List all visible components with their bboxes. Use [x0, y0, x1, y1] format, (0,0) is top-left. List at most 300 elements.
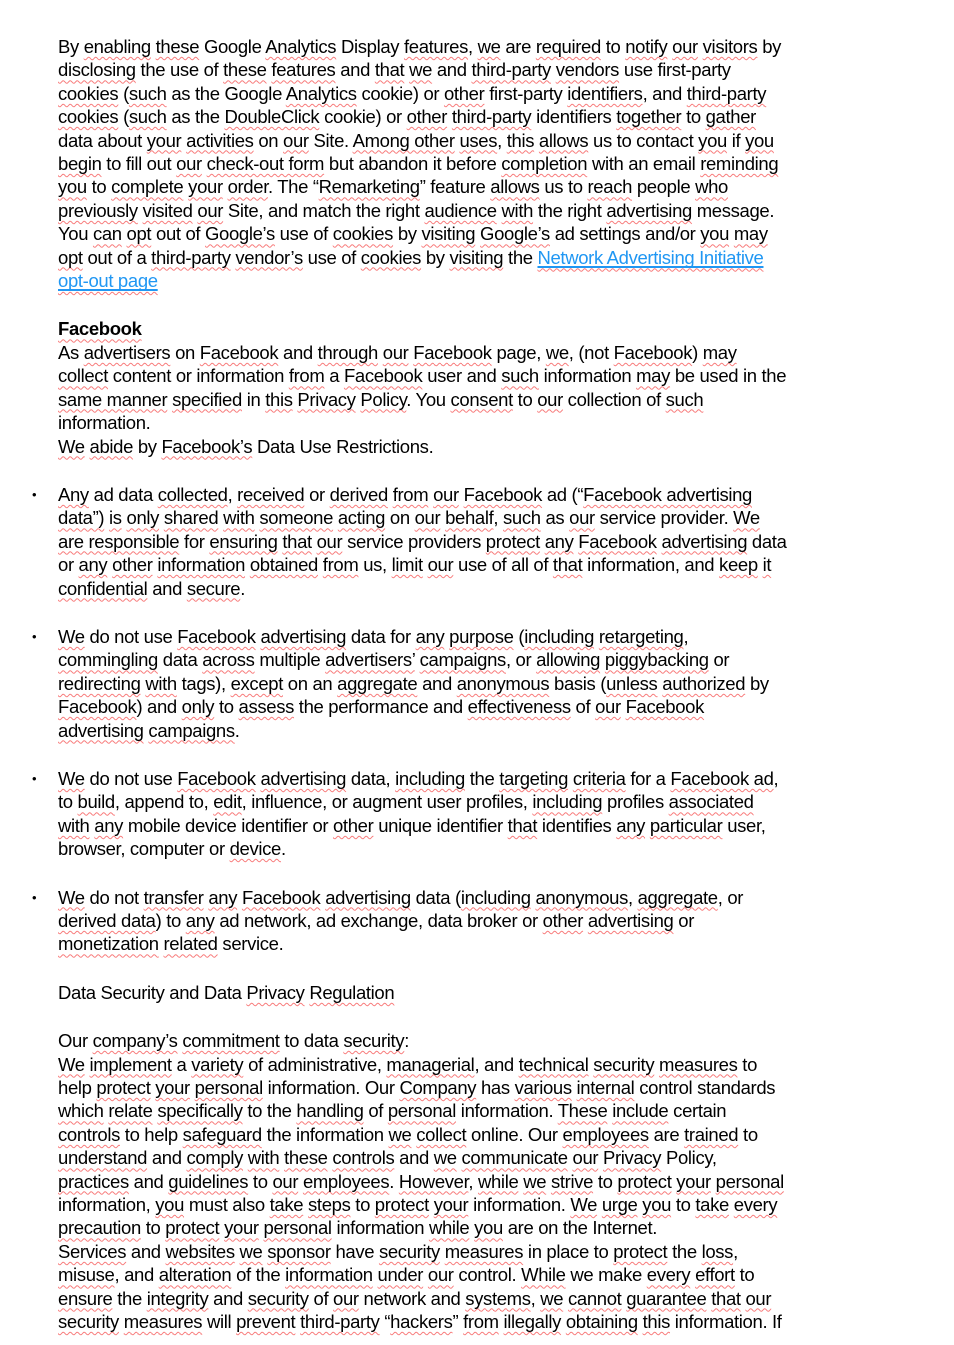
spellcheck-word: that — [711, 1287, 741, 1309]
spellcheck-word: employees — [562, 1123, 649, 1145]
spellcheck-word: that — [507, 814, 538, 836]
spellcheck-word: commitment — [182, 1030, 280, 1052]
spellcheck-word: While — [521, 1264, 566, 1286]
spellcheck-word: reach — [587, 176, 633, 198]
spellcheck-word: Among other — [352, 129, 455, 151]
spellcheck-word: you — [698, 129, 727, 151]
spellcheck-word: particular — [649, 814, 723, 836]
spellcheck-word: any — [94, 814, 124, 836]
spellcheck-word: that — [374, 59, 405, 81]
spellcheck-word: Facebook — [613, 341, 693, 363]
spellcheck-word: collect — [58, 365, 108, 387]
spellcheck-word: controls — [332, 1147, 395, 1169]
spellcheck-word: integrity — [146, 1287, 209, 1309]
spellcheck-word: Facebook — [463, 483, 543, 505]
spellcheck-word: advertising — [587, 910, 674, 931]
spellcheck-word: specifically — [157, 1100, 243, 1122]
spellcheck-word: Privacy — [297, 388, 356, 410]
spellcheck-word: Regulation — [309, 981, 395, 1003]
bullet-icon: • — [32, 486, 37, 502]
spellcheck-word: unless — [606, 672, 658, 694]
spellcheck-word: cookies — [58, 106, 119, 128]
spellcheck-word: advertising — [260, 767, 347, 789]
spellcheck-word: we — [433, 1147, 457, 1169]
spellcheck-word: allows — [490, 176, 540, 198]
spellcheck-word: Google’s — [205, 223, 275, 245]
bullet-text: We do not use Facebook advertising data, including the targeting criteria for a Facebook ad, to build, append to, edit, influence, or augment user profiles, including profiles associated with any mobile device identifier or other unique identifier that identifies any particular user, browser, computer or device. — [58, 767, 779, 860]
spellcheck-word: trained — [684, 1123, 739, 1145]
spellcheck-word: our — [745, 1287, 772, 1309]
spellcheck-word: controls — [58, 1123, 120, 1145]
spellcheck-word: Facebook — [177, 767, 256, 789]
spellcheck-word: implement — [89, 1053, 172, 1075]
spellcheck-word: opt — [58, 246, 83, 268]
spellcheck-word: you — [642, 1194, 672, 1216]
spellcheck-word: protect — [374, 1194, 429, 1216]
spellcheck-word: hackers — [390, 1311, 453, 1333]
spellcheck-word: same manner — [58, 388, 168, 410]
paragraph: Our company’s commitment to data security: We implement a variety of administrative, managerial, and technical security measures to help protect your personal information. Our Company has various internal control standards which relate specifically to the handling of personal information. These include certain controls to help safeguard the information we collect online. Our employees are trained to understand and comply with these controls and we communicate our Privacy Policy, practices and guidelines to our employees. However, while we strive to protect your personal information, you must also take steps to protect your information. We urge you to take every precaution to protect your personal information while you are on the Internet. Services and websites we sponsor have security measures in place to protect the loss, misuse, and alteration of the information under our control. While we make every effort to ensure the integrity and security of our network and systems, we cannot guarantee that our security measures will prevent third-party “hackers” from illegally obtaining this information. If — [58, 1030, 784, 1333]
spellcheck-word: edit — [213, 791, 242, 813]
spellcheck-word: cookies — [58, 82, 119, 104]
spellcheck-word: derived data — [58, 910, 156, 931]
spellcheck-word: order — [227, 176, 268, 198]
spellcheck-word: third-party — [451, 106, 532, 128]
spellcheck-word: company’s — [92, 1030, 178, 1052]
spellcheck-word: Facebook — [58, 318, 142, 340]
spellcheck-word: loss — [701, 1240, 734, 1262]
spellcheck-word: employees — [302, 1170, 390, 1192]
spellcheck-word: Facebook’s — [161, 435, 253, 457]
spellcheck-word: your — [155, 1077, 190, 1099]
spellcheck-word: Network Advertising Initiative — [537, 246, 764, 268]
spellcheck-word: our — [382, 341, 409, 363]
paragraph: By enabling these Google Analytics Display features, we are required to notify our visitors by disclosing the use of these features and that we and third-party vendors use first-party cookies (such as the Google Analytics cookie) or other first-party identifiers, and third-party cookies (such as the DoubleClick cookie) or other third-party identifiers together to gather data about your activities on our Site. Among other uses, this allows us to contact you if you begin to fill out our check-out form but abandon it before completion with an email reminding you to complete your order. The “Remarketing” feature allows us to reach people who previously visited our Site, and match the right audience with the right advertising message. You can opt out of Google’s use of cookies by visiting Google’s ad settings and/or you may opt out of a third-party vendor’s use of cookies by visiting the Network Advertising Initiative opt-out page — [58, 36, 782, 292]
spellcheck-word: advertising — [606, 199, 692, 221]
spellcheck-word: limit — [391, 554, 423, 576]
spellcheck-word: personal — [387, 1100, 457, 1122]
spellcheck-word: our — [572, 1147, 599, 1169]
spellcheck-word: security — [378, 1240, 440, 1262]
spellcheck-word: measures — [659, 1053, 738, 1075]
bullet-item — [32, 767, 918, 861]
spellcheck-word: across — [202, 649, 255, 671]
spellcheck-word: behalf — [445, 507, 494, 529]
spellcheck-word: you — [700, 223, 730, 245]
spellcheck-word: Any — [58, 483, 89, 505]
spellcheck-word: received — [237, 483, 305, 505]
spellcheck-word: Facebook advertising — [583, 483, 752, 505]
spellcheck-word: our — [433, 483, 459, 505]
spellcheck-word: websites — [165, 1240, 235, 1262]
spellcheck-word: protect — [165, 1217, 220, 1239]
spellcheck-word: with — [501, 199, 534, 221]
spellcheck-word: acting — [337, 507, 386, 529]
spellcheck-word: you — [474, 1217, 503, 1239]
spellcheck-word: ensure — [58, 1287, 113, 1309]
spellcheck-word: any — [208, 886, 238, 908]
spellcheck-word: your — [676, 1170, 711, 1192]
spellcheck-word: allows — [538, 129, 589, 151]
spellcheck-word: keep — [719, 554, 758, 576]
spellcheck-word: protect — [617, 1170, 672, 1192]
spellcheck-word: from — [322, 554, 359, 576]
spellcheck-word: you — [155, 1194, 185, 1216]
spellcheck-word: any — [78, 554, 108, 576]
spellcheck-word: effectiveness — [467, 696, 571, 718]
spellcheck-word: any — [544, 530, 574, 552]
spellcheck-word: practices — [58, 1170, 129, 1192]
spellcheck-word: visited — [142, 199, 193, 221]
spellcheck-word: only — [126, 507, 160, 529]
paragraph: Data Security and Data Privacy Regulation — [58, 981, 395, 1003]
spellcheck-word: strive — [550, 1170, 594, 1192]
spellcheck-word: authorized — [662, 672, 746, 694]
spellcheck-word: We — [58, 1053, 85, 1075]
spellcheck-word: cookies — [332, 223, 394, 245]
spellcheck-word: security — [58, 1311, 119, 1333]
spellcheck-word: alteration — [158, 1264, 232, 1286]
spellcheck-word: misuse — [58, 1264, 115, 1286]
bullet-item — [32, 886, 918, 956]
spellcheck-word: which — [58, 1100, 104, 1122]
spellcheck-word: such — [501, 365, 539, 387]
spellcheck-word: relate — [108, 1100, 153, 1122]
spellcheck-word: your — [188, 176, 223, 198]
spellcheck-word: specified — [172, 388, 242, 410]
spellcheck-word: protect — [96, 1077, 151, 1099]
spellcheck-word: our — [414, 507, 441, 529]
spellcheck-word: Analytics — [285, 82, 357, 104]
spellcheck-word: internal — [576, 1077, 635, 1099]
spellcheck-word: Privacy — [603, 1147, 662, 1169]
spellcheck-word: audience — [424, 199, 497, 221]
spellcheck-word: such — [128, 82, 167, 104]
spellcheck-word: device — [229, 838, 281, 860]
spellcheck-word: Privacy — [246, 981, 305, 1003]
spellcheck-word: safeguard — [182, 1123, 262, 1145]
spellcheck-word: can — [92, 223, 122, 245]
spellcheck-word: gather — [705, 106, 756, 128]
spellcheck-word: other — [112, 554, 153, 576]
spellcheck-word: this — [642, 1311, 670, 1333]
spellcheck-word: we — [388, 1123, 412, 1145]
spellcheck-word: including — [395, 767, 465, 789]
spellcheck-word: targeting — [499, 767, 569, 789]
spellcheck-word: we — [477, 36, 501, 57]
spellcheck-word: are responsible — [58, 530, 180, 552]
spellcheck-word: third-party — [471, 59, 551, 81]
spellcheck-word: visiting — [421, 223, 476, 245]
spellcheck-word: advertising — [58, 719, 144, 741]
spellcheck-word: you — [58, 176, 87, 198]
spellcheck-word: commingling — [58, 649, 158, 671]
spellcheck-word: with — [223, 507, 255, 529]
spellcheck-word: our — [197, 199, 224, 221]
spellcheck-word: Analytics — [265, 36, 337, 57]
spellcheck-word: cookies — [360, 246, 422, 268]
spellcheck-word: advertisers’ — [325, 649, 415, 671]
spellcheck-word: through — [317, 341, 378, 363]
spellcheck-word: may — [733, 223, 768, 245]
spellcheck-word: from — [463, 1311, 499, 1333]
spellcheck-word: our — [537, 388, 563, 410]
spellcheck-word: allowing — [536, 649, 601, 671]
spellcheck-word: who — [695, 176, 728, 198]
spellcheck-word: Facebook — [625, 696, 705, 718]
spellcheck-word: aggregate — [637, 886, 718, 908]
spellcheck-word: DoubleClick — [224, 106, 320, 128]
spellcheck-word: including — [532, 791, 603, 813]
bullet-text: We do not transfer any Facebook advertising data (including anonymous, aggregate, or derived data) to any ad network, ad exchange, data broker or other advertising or monetization related service. — [58, 886, 744, 955]
spellcheck-word: take — [695, 1194, 729, 1216]
spellcheck-word: guarantee — [626, 1287, 707, 1309]
section-heading — [58, 317, 918, 340]
spellcheck-word: consent — [450, 388, 513, 410]
spellcheck-word: derived — [329, 483, 388, 505]
spellcheck-word: These — [557, 1100, 608, 1122]
spellcheck-word: variety — [191, 1053, 244, 1075]
spellcheck-word: transfer — [143, 886, 204, 908]
spellcheck-word: campaigns — [419, 649, 506, 671]
spellcheck-word: Facebook — [241, 886, 321, 908]
spellcheck-word: We — [570, 1194, 598, 1216]
spellcheck-word: criteria — [572, 767, 626, 789]
spellcheck-word: Google’s — [480, 223, 550, 245]
spellcheck-word: these — [284, 1147, 328, 1169]
spellcheck-word: identifiers — [567, 82, 643, 104]
spellcheck-word: together — [616, 106, 682, 128]
spellcheck-word: advertising — [661, 530, 748, 552]
spellcheck-word: piggybacking — [604, 649, 709, 671]
spellcheck-word: complete — [111, 176, 184, 198]
spellcheck-word: from — [288, 365, 325, 387]
spellcheck-word: other — [332, 814, 374, 836]
spellcheck-word: may — [702, 341, 737, 363]
spellcheck-word: disclosing — [58, 59, 136, 81]
spellcheck-word: protect — [613, 1240, 668, 1262]
spellcheck-word: obtaining — [565, 1311, 638, 1333]
spellcheck-word: Facebook — [578, 530, 657, 552]
spellcheck-word: advertising — [325, 886, 411, 908]
spellcheck-word: Facebook — [199, 341, 279, 363]
spellcheck-word: may — [636, 365, 671, 387]
spellcheck-word: any — [415, 625, 445, 647]
spellcheck-word: personal — [263, 1217, 332, 1239]
spellcheck-word: information — [285, 1264, 373, 1286]
spellcheck-word: features — [403, 36, 469, 57]
spellcheck-word: every — [733, 1194, 778, 1216]
spellcheck-word: sponsor — [267, 1240, 331, 1262]
spellcheck-word: we — [540, 1287, 564, 1309]
spellcheck-word: other — [542, 910, 584, 931]
spellcheck-word: handling — [296, 1100, 364, 1122]
spellcheck-word: other — [406, 106, 448, 128]
spellcheck-word: build — [77, 791, 115, 813]
spellcheck-word: understand — [58, 1147, 148, 1169]
spellcheck-word: every — [646, 1264, 691, 1286]
spellcheck-word: We — [58, 886, 85, 908]
spellcheck-word: Remarketing — [318, 176, 420, 198]
spellcheck-word: your — [433, 1194, 469, 1216]
spellcheck-word: redirecting — [58, 672, 141, 694]
spellcheck-word: under — [377, 1264, 424, 1286]
spellcheck-word: our — [569, 507, 595, 529]
spellcheck-word: We — [733, 507, 760, 529]
spellcheck-word: our — [427, 554, 454, 576]
spellcheck-word: retargeting — [598, 625, 684, 647]
spellcheck-word: various — [514, 1077, 572, 1099]
spellcheck-word: required — [535, 36, 601, 57]
spellcheck-word: urge — [601, 1194, 638, 1216]
spellcheck-word: advertisers — [83, 341, 171, 363]
spellcheck-word: we — [523, 1170, 547, 1192]
spellcheck-word: check-out form — [206, 153, 325, 175]
spellcheck-word: completion — [501, 153, 588, 175]
spellcheck-word: obtained — [249, 554, 318, 576]
spellcheck-word: third-party — [151, 246, 231, 268]
spellcheck-word: including — [524, 625, 595, 647]
spellcheck-word: However — [398, 1170, 469, 1192]
spellcheck-word: abide — [89, 435, 134, 457]
spellcheck-word: Facebook — [58, 696, 137, 718]
spellcheck-word: shared — [163, 507, 219, 529]
document-body — [32, 35, 918, 1334]
spellcheck-word: monetization — [58, 933, 159, 955]
spellcheck-word: our — [672, 36, 698, 57]
spellcheck-word: our — [595, 696, 621, 718]
spellcheck-word: enabling — [83, 36, 151, 57]
spellcheck-word: vendor’s — [235, 246, 303, 268]
spellcheck-word: your — [224, 1217, 259, 1239]
spellcheck-word: include — [612, 1100, 669, 1122]
bullet-text: We do not use Facebook advertising data for any purpose (including retargeting, commingling data across multiple advertisers’ campaigns, or allowing piggybacking or redirecting with tags), except on an aggregate and anonymous basis (unless authorized by Facebook) and only to assess the performance and effectiveness of our Facebook advertising campaigns. — [58, 625, 769, 741]
spellcheck-word: collect — [416, 1123, 467, 1145]
network-advertising-link[interactable] — [537, 247, 763, 268]
spellcheck-word: while — [428, 1217, 470, 1239]
spellcheck-word: information — [157, 554, 246, 576]
spellcheck-word: any — [185, 910, 215, 931]
spellcheck-word: effort — [695, 1264, 735, 1286]
paragraph: As advertisers on Facebook and through our Facebook page, we, (not Facebook) may collect content or information from a Facebook user and such information may be used in the same manner specified in this Privacy Policy. You consent to our collection of such information. We abide by Facebook’s Data Use Restrictions. — [58, 341, 787, 457]
spellcheck-word: vendors — [555, 59, 620, 81]
spellcheck-word: data”) — [58, 507, 105, 529]
spellcheck-word: Services — [58, 1240, 127, 1262]
spellcheck-word: activities — [186, 129, 254, 151]
spellcheck-word: protect — [485, 530, 540, 552]
spellcheck-word: cannot — [567, 1287, 622, 1309]
spellcheck-word: collected — [157, 483, 228, 505]
bullet-icon: • — [32, 628, 37, 644]
spellcheck-word: your — [146, 129, 182, 151]
spellcheck-word: someone — [259, 507, 334, 529]
spellcheck-word: associated — [668, 791, 754, 813]
spellcheck-word: measures — [444, 1240, 524, 1262]
bullet-icon: • — [32, 889, 37, 905]
spellcheck-word: previously — [58, 199, 138, 221]
spellcheck-word: including — [460, 886, 531, 908]
spellcheck-word: such — [665, 388, 704, 410]
spellcheck-word: visitors — [702, 36, 758, 57]
spellcheck-word: systems — [465, 1287, 531, 1309]
spellcheck-word: with — [145, 672, 177, 694]
spellcheck-word: ensuring — [209, 530, 278, 552]
spellcheck-word: Facebook — [413, 341, 492, 363]
bullet-text: Any ad data collected, received or derived from our Facebook ad (“Facebook advertising data”) is only shared with someone acting on our behalf, such as our service provider. We are responsible for ensuring that our service providers protect any Facebook advertising data or any other information obtained from us, limit our use of all of that information, and keep it confidential and secure. — [58, 483, 787, 599]
spellcheck-word: illegally — [503, 1311, 562, 1333]
spellcheck-word: Facebook — [343, 365, 423, 387]
spellcheck-word: is — [109, 507, 122, 529]
spellcheck-word: you — [745, 129, 774, 151]
spellcheck-word: security — [343, 1030, 405, 1052]
spellcheck-word: assess — [238, 696, 295, 718]
spellcheck-word: technical — [518, 1053, 589, 1075]
spellcheck-word: campaigns — [148, 719, 235, 741]
spellcheck-word: related — [163, 933, 218, 955]
spellcheck-word: purpose — [449, 625, 514, 647]
spellcheck-word: this — [506, 129, 535, 151]
spellcheck-word: that — [552, 554, 583, 576]
spellcheck-word: Company — [399, 1077, 477, 1099]
spellcheck-word: Policy — [360, 388, 407, 410]
spellcheck-word: our — [283, 129, 309, 151]
spellcheck-word: We — [58, 625, 85, 647]
spellcheck-word: these — [223, 59, 267, 81]
spellcheck-word: these — [155, 36, 200, 57]
spellcheck-word: steps — [308, 1194, 351, 1216]
spellcheck-word: Facebook ad — [670, 767, 774, 789]
spellcheck-word: begin — [58, 153, 102, 175]
spellcheck-word: measures — [123, 1311, 203, 1333]
spellcheck-word: reminding — [700, 153, 779, 175]
spellcheck-word: comply — [186, 1147, 243, 1169]
network-advertising-link[interactable] — [58, 270, 158, 291]
spellcheck-word: take — [269, 1194, 304, 1216]
spellcheck-word: third-party — [686, 82, 767, 104]
spellcheck-word: visiting — [449, 246, 504, 268]
spellcheck-word: We — [58, 435, 85, 457]
spellcheck-word: third-party — [300, 1311, 380, 1333]
spellcheck-word: we — [409, 59, 433, 81]
bullet-icon: • — [32, 770, 37, 786]
spellcheck-word: any — [616, 814, 646, 836]
spellcheck-word: confidential — [58, 577, 148, 599]
spellcheck-word: it — [762, 554, 772, 576]
spellcheck-word: precaution — [58, 1217, 141, 1239]
spellcheck-word: while — [477, 1170, 519, 1192]
bullet-item — [32, 625, 918, 742]
spellcheck-word: prevent — [236, 1311, 296, 1333]
spellcheck-word: opt — [126, 223, 152, 245]
spellcheck-word: features — [271, 59, 336, 81]
spellcheck-word: other — [443, 82, 485, 104]
spellcheck-word: our — [333, 1287, 359, 1309]
spellcheck-word: with — [58, 814, 90, 836]
spellcheck-word: secure — [186, 577, 241, 599]
spellcheck-word: communicate — [461, 1147, 568, 1169]
spellcheck-word: uses — [459, 129, 498, 151]
spellcheck-word: opt-out page — [58, 270, 158, 292]
spellcheck-word: anonymous — [535, 886, 628, 908]
spellcheck-word: notify — [625, 36, 668, 57]
spellcheck-word: security — [593, 1053, 655, 1075]
spellcheck-word: that — [282, 530, 312, 552]
spellcheck-word: with — [247, 1147, 280, 1169]
spellcheck-word: Facebook — [177, 625, 256, 647]
spellcheck-word: aggregate — [337, 672, 418, 694]
spellcheck-word: we — [239, 1240, 263, 1262]
spellcheck-word: only — [181, 696, 215, 718]
